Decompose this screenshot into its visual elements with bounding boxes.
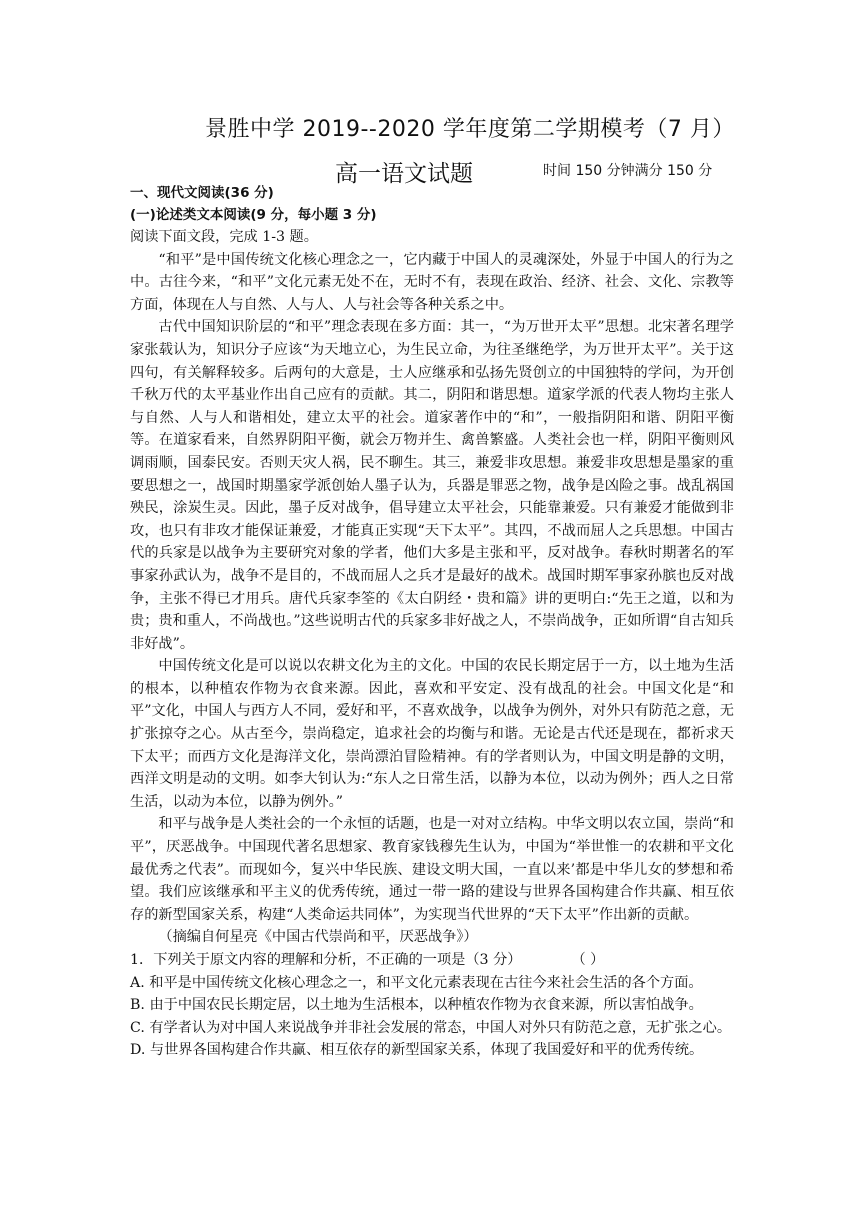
passage-paragraph-3: 中国传统文化是可以说以农耕文化为主的文化。中国的农民长期定居于一方，以土地为生活的根本，以种植农作物为衣食来源。因此，喜欢和平安定、没有战乱的社会。中国文化是“和平”文化，中国人与西方人不同，爱好和平，不喜欢战争，以战争为例外，对外只有防范之意，无扩张掠夺之心。从古至今，崇尚稳定，追求社会的均衡与和谐。无论是古代还是现在，都祈求天下太平；而西方文化是海洋文化，崇尚漂泊冒险精神。有的学者则认为，中国文明是静的文明，西洋文明是动的文明。如李大钊认为:“东人之日常生活，以静为本位，以动为例外；西人之日常生活，以动为本位，以静为例外。” (130, 658, 734, 810)
answer-blank: （ ） (571, 952, 605, 968)
option-d: D. 与世界各国构建合作共赢、相互依存的新型国家关系，体现了我国爱好和平的优秀传统。 (130, 1042, 704, 1059)
exam-body (130, 182, 734, 1062)
exam-time-info: 时间 150 分钟满分 150 分 (543, 163, 713, 179)
reading-instruction: 阅读下面文段，完成 1-3 题。 (130, 229, 318, 245)
option-c: C. 有学者认为对中国人来说战争并非社会发展的常态，中国人对外只有防范之意，无扩张之心。 (130, 1019, 732, 1036)
passage-source: （摘编自何星亮《中国古代崇尚和平，厌恶战争》） (158, 929, 478, 946)
exam-subject-title: 高一语文试题 (335, 161, 473, 187)
passage-paragraph-4: 和平与战争是人类社会的一个永恒的话题，也是一对对立结构。中华文明以农立国，崇尚“和平”，厌恶战争。中国现代著名思想家、教育家钱穆先生认为，中国为“举世惟一的农耕和平文化最优秀之代表”。而现如今，复兴中华民族、建设文明大国，一直以来’都是中华儿女的梦想和希望。我们应该继承和平主义的优秀传统，通过一带一路的建设与世界各国构建合作共赢、相互依存的新型国家关系，构建“人类命运共同体”，为实现当代世界的“天下太平”作出新的贡献。 (130, 816, 734, 923)
passage-paragraph-2: 古代中国知识阶层的“和平”理念表现在多方面：其一，“为万世开太平”思想。北宋著名理学家张载认为，知识分子应该“为天地立心，为生民立命，为往圣继绝学，为万世开太平”。关于这四句，有关解释较多。后两句的大意是，士人应继承和弘扬先贤创立的中国独特的学问，为开创千秋万代的太平基业作出自己应有的贡献。其二，阴阳和谐思想。道家学派的代表人物均主张人与自然、人与人和谐相处，建立太平的社会。道家著作中的“和”，一般指阴阳和谐、阴阳平衡等。在道家看来，自然界阴阳平衡，就会万物并生、禽兽繁盛。人类社会也一样，阴阳平衡则风调雨顺，国泰民安。否则天灾人祸，民不聊生。其三，兼爱非攻思想。兼爱非攻思想是墨家的重要思想之一，战国时期墨家学派创始人墨子认为，兵器是罪恶之物，战争是凶险之事。战乱祸国殃民，涂炭生灵。因此，墨子反对战争，倡导建立太平社会，只能靠兼爱。只有兼爱才能做到非攻，也只有非攻才能保证兼爱，才能真正实现“天下太平”。其四，不战而屈人之兵思想。中国古代的兵家是以战争为主要研究对象的学者，他们大多是主张和平，反对战争。春秋时期著名的军事家孙武认为，战争不是目的，不战而屈人之兵才是最好的战术。战国时期军事家孙膑也反对战争，主张不得已才用兵。唐代兵家李筌的《太白阴经・贵和篇》讲的更明白:“先王之道，以和为贵；贵和重人，不尚战也。”这些说明古代的兵家多非好战之人，不崇尚战争，正如所谓“自古知兵非好战”。 (130, 319, 734, 652)
section-heading: 一、现代文阅读(36 分) (130, 185, 274, 201)
question-1-stem (130, 949, 734, 972)
section-subheading: (一)论述类文本阅读(9 分，每小题 3 分) (130, 207, 377, 223)
option-b: B. 由于中国农民长期定居，以土地为生活根本，以种植农作物为衣食来源，所以害怕战争。 (130, 997, 703, 1014)
passage-paragraph-1: “和平”是中国传统文化核心理念之一，它内藏于中国人的灵魂深处，外显于中国人的行为之中。古往今来，“和平”文化元素无处不在，无时不有，表现在政治、经济、社会、文化、宗教等方面，体现在人与自然、人与人、人与社会等各种关系之中。 (130, 251, 734, 313)
question-1-text: 1．下列关于原文内容的理解和分析，不正确的一项是（3 分） (130, 952, 522, 968)
option-a: A. 和平是中国传统文化核心理念之一，和平文化元素表现在古往今来社会生活的各个方面。 (130, 974, 703, 991)
exam-title: 景胜中学 2019--2020 学年度第二学期模考（7 月） (205, 117, 735, 142)
